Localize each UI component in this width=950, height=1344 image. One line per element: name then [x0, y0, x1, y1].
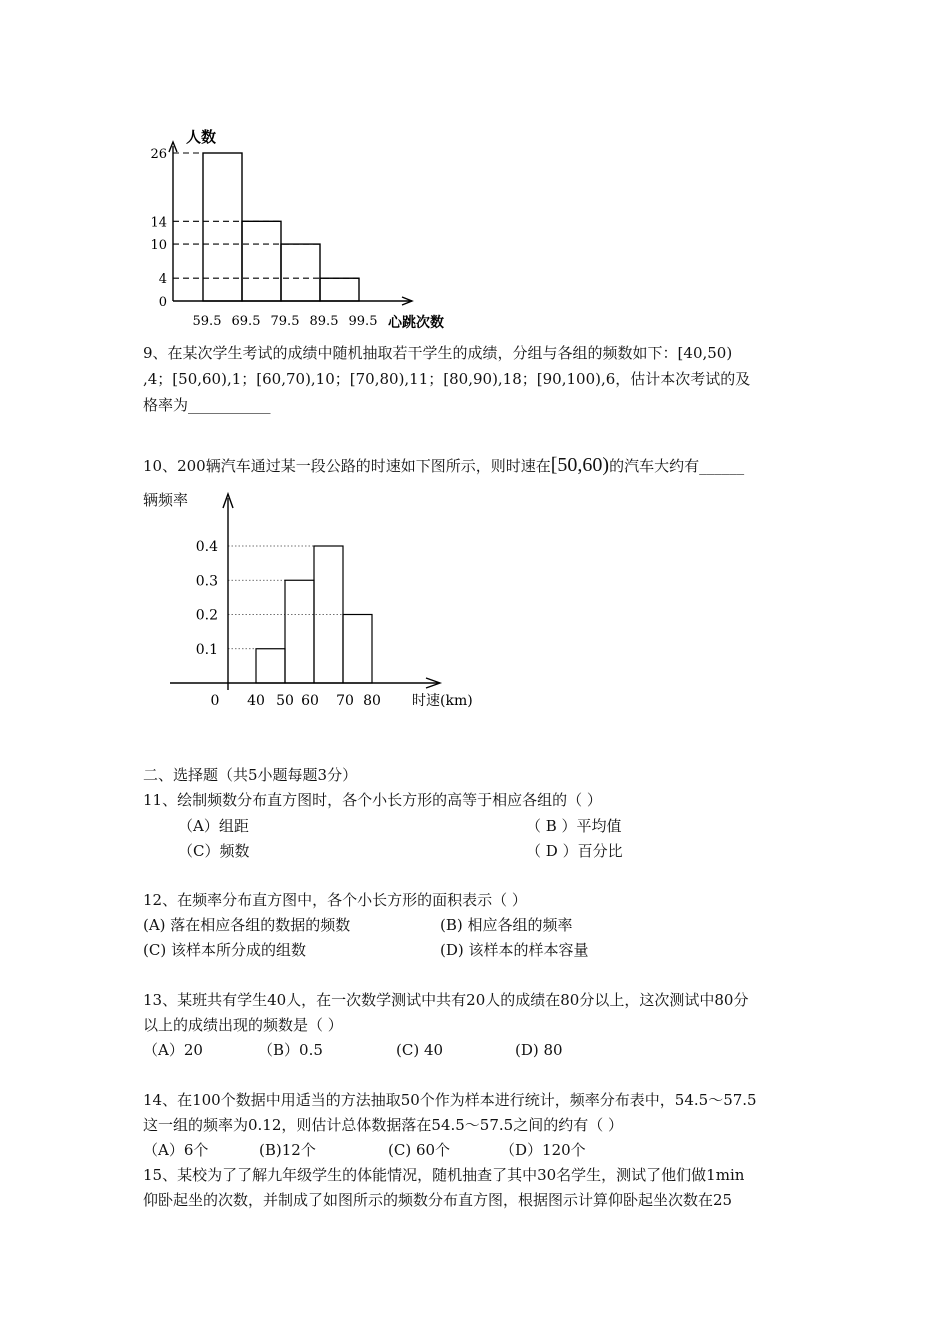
q9-line1: 9、在某次学生考试的成绩中随机抽取若干学生的成绩，分组与各组的频数如下：[40,50) [143, 344, 733, 362]
q15-line1: 15、某校为了了解九年级学生的体能情况，随机抽查了其中30名学生，测试了他们做1min [143, 1166, 745, 1184]
chart2-ytick-0.3: 0.3 [195, 573, 218, 590]
q10-unit: 辆 [143, 491, 159, 509]
q10-suffix: 的汽车大约有______ [609, 457, 745, 475]
speed-histogram [160, 490, 490, 720]
q13-option-a: （A）20 [143, 1041, 203, 1059]
chart1-xlabel: 心跳次数 [388, 315, 444, 331]
chart1-bar-79.5-89.5 [281, 244, 320, 301]
q11-option-c: （C）频数 [178, 842, 250, 860]
chart1-xtick-69.5: 69.5 [231, 314, 261, 329]
chart1-bar-69.5-79.5 [242, 221, 281, 301]
chart2-ylabel: 频率 [158, 491, 189, 509]
q9-line2: ,4；[50,60),1；[60,70),10；[70,80),11；[80,90),18；[90,100),6，估计本次考试的及 [143, 370, 751, 388]
q12-option-b: (B) 相应各组的频率 [440, 916, 573, 934]
q10-interval: [50,60) [550, 454, 610, 476]
q11-option-d: （ D ）百分比 [526, 842, 623, 860]
chart2-ytick-0.4: 0.4 [195, 539, 218, 555]
chart1-ytick-0: 0 [158, 295, 167, 310]
q11-stem: 11、绘制频数分布直方图时，各个小长方形的高等于相应各组的（ ） [143, 791, 602, 809]
chart2-ytick-0.1: 0.1 [195, 641, 218, 658]
q14-option-b: (B)12个 [259, 1141, 316, 1159]
q9-line3: 格率为___________ [143, 396, 271, 414]
chart2-bar-40-50 [256, 649, 285, 683]
chart2-xtick-70: 70 [336, 693, 354, 709]
q15-line2: 仰卧起坐的次数，并制成了如图所示的频数分布直方图，根据图示计算仰卧起坐次数在25 [143, 1191, 733, 1209]
chart1-ytick-10: 10 [150, 238, 167, 254]
q12-option-d: (D) 该样本的样本容量 [440, 941, 589, 959]
chart1-ylabel: 人数 [186, 128, 217, 146]
q13-option-d: (D) 80 [515, 1041, 563, 1059]
chart1-xtick-89.5: 89.5 [309, 314, 339, 329]
chart2-bar-70-80 [343, 615, 372, 684]
chart1-ytick-14: 14 [150, 215, 167, 231]
q14-line1: 14、在100个数据中用适当的方法抽取50个作为样本进行统计，频率分布表中，54.5～57.5 [143, 1091, 757, 1109]
chart2-xtick-50: 50 [276, 693, 294, 709]
q13-line1: 13、某班共有学生40人，在一次数学测试中共有20人的成绩在80分以上，这次测试中80分 [143, 991, 749, 1009]
q12-option-a: (A) 落在相应各组的数据的频数 [143, 916, 351, 934]
chart2-bar-60-70 [314, 546, 343, 683]
chart2-xtick-40: 40 [247, 693, 265, 709]
q12-option-c: (C) 该样本所分成的组数 [143, 941, 306, 959]
q13-line2: 以上的成绩出现的频数是（ ） [143, 1016, 343, 1034]
chart1-ytick-26: 26 [150, 147, 167, 162]
q11-option-b: （ B ）平均值 [526, 817, 622, 835]
chart1-ytick-4: 4 [158, 272, 167, 288]
chart2-bar-50-60 [285, 580, 314, 683]
q10-prefix: 10、200辆汽车通过某一段公路的时速如下图所示，则时速在 [143, 457, 551, 475]
chart2-xlabel: 时速(km) [412, 693, 473, 709]
chart1-bar-89.5-99.5 [320, 278, 359, 301]
chart1-xtick-79.5: 79.5 [270, 314, 300, 329]
q14-option-d: （D）120个 [500, 1141, 586, 1159]
section2-title: 二、选择题（共5小题每题3分） [143, 766, 358, 784]
chart2-ytick-0.2: 0.2 [195, 607, 218, 624]
q13-option-c: (C) 40 [396, 1041, 444, 1059]
q14-option-c: (C) 60个 [388, 1141, 451, 1159]
q14-line2: 这一组的频率为0.12，则估计总体数据落在54.5～57.5之间的约有（ ） [143, 1116, 623, 1134]
q11-option-a: （A）组距 [178, 817, 249, 835]
q10-stem [143, 455, 744, 476]
chart1-bar-59.5-69.5 [203, 153, 242, 301]
q12-stem: 12、在频率分布直方图中，各个小长方形的面积表示（ ） [143, 891, 527, 909]
q14-option-a: （A）6个 [143, 1141, 209, 1159]
chart1-xtick-99.5: 99.5 [348, 314, 378, 329]
q13-option-b: （B）0.5 [258, 1041, 323, 1059]
chart2-xtick-80: 80 [363, 693, 381, 709]
chart1-xtick-59.5: 59.5 [192, 314, 222, 329]
heartbeat-histogram [140, 120, 470, 335]
chart2-xtick-60: 60 [301, 693, 319, 709]
chart2-xtick-0: 0 [210, 693, 220, 709]
